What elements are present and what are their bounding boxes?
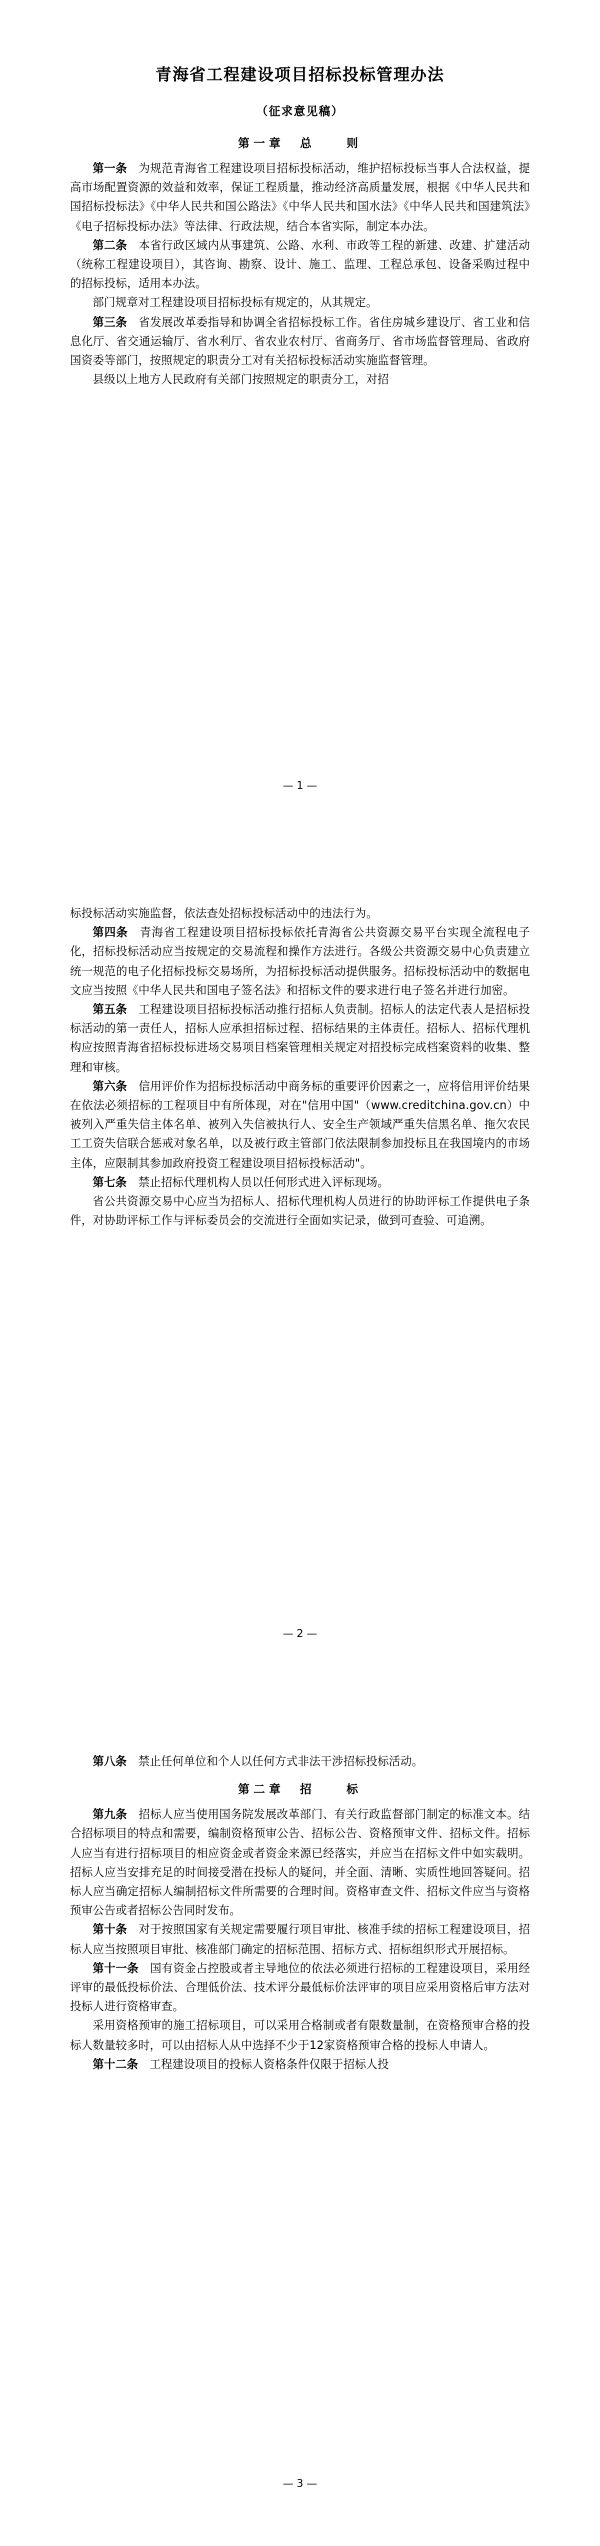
article-paragraph	[70, 2055, 530, 2074]
article-label: 第十条	[92, 1923, 128, 1937]
article-text: 信用评价作为招标投标活动中商务标的重要评价因素之一，应将信用评价结果在依法必须招标的工程项目中有所体现，对在"信用中国"（www.creditchina.gov.cn）中被列入严重失信主体名单、被列入失信被执行人、安全生产领域严重失信黑名单、拖欠农民工工资失信联合惩戒对象名单，以及被行政主管部门依法限制参加投标且在我国境内的市场主体，应限制其参加政府投资工程建设项目招标投标活动"。	[70, 1079, 530, 1170]
article-text: 禁止招标代理机构人员以任何形式进入评标现场。	[126, 1175, 389, 1189]
article-text: 标投标活动实施监督，依法查处招标投标活动中的违法行为。	[70, 907, 378, 920]
document-page-1	[0, 0, 600, 848]
chapter-heading-1: 第一章 总 则	[238, 136, 362, 150]
article-paragraph	[70, 293, 530, 312]
article-paragraph	[70, 159, 530, 236]
article-paragraph	[70, 2016, 530, 2054]
article-label: 第十一条	[92, 1961, 139, 1975]
article-text: 为规范青海省工程建设项目招标投标活动，维护招标投标当事人合法权益，提高市场配置资源的效益和效率，保证工程质量，推动经济高质量发展，根据《中华人民共和国招标投标法》《中华人民共和国公路法》《中华人民共和国水法》《中华人民共和国建筑法》《电子招标投标办法》等法律、行政法规，结合本省实际，制定本办法。	[70, 162, 530, 233]
page-title: 青海省工程建设项目招标投标管理办法	[155, 65, 445, 84]
article-paragraph	[70, 1192, 530, 1230]
article-text: 招标人应当使用国务院发展改革部门、有关行政监督部门制定的标准文本。结合招标项目的特点和需要，编制资格预审公告、招标公告、资格预审文件、招标文件。招标人应当有进行招标项目的相应资金或者资金来源已经落实，并应当在招标文件中如实载明。招标人应当安排充足的时间接受潜在投标人的疑问，并全面、清晰、实质性地回答疑问。招标人应当确定招标人编制招标文件所需要的合理时间。资格审查文件、招标文件应当与资格预审公告或者招标公告同时发布。	[70, 1808, 530, 1918]
article-text: 工程建设项目的投标人资格条件仅限于招标人投	[138, 2057, 389, 2071]
article-paragraph	[70, 313, 530, 371]
article-label: 第二条	[92, 238, 128, 252]
article-text: 本省行政区域内从事建筑、公路、水利、市政等工程的新建、改建、扩建活动（统称工程建设项目），其咨询、勘察、设计、施工、监理、工程总承包、设备采购过程中的招标投标，适用本办法。	[70, 238, 530, 291]
article-text: 对于按照国家有关规定需要履行项目审批、核准手续的招标工程建设项目，招标人应当按照项目审批、核准部门确定的招标范围、招标方式、招标组织形式开展招标。	[70, 1923, 530, 1956]
article-text: 省发展改革委指导和协调全省招标投标工作。省住房城乡建设厅、省工业和信息化厅、省交通运输厅、省水利厅、省农业农村厅、省商务厅、省市场监督管理局、省政府国资委等部门，按照规定的职责分工对有关招标投标活动实施监督管理。	[70, 315, 530, 368]
article-label: 第三条	[92, 315, 128, 329]
article-label: 第五条	[92, 1003, 128, 1017]
article-text: 采用资格预审的施工招标项目，可以采用合格制或者有限数量制，在资格预审合格的投标人数量较多时，可以由招标人从中选择不少于12家资格预审合格的投标人申请人。	[70, 2019, 530, 2052]
article-paragraph	[70, 1752, 530, 1771]
document-page-3	[0, 1696, 600, 2546]
article-label: 第九条	[92, 1808, 128, 1822]
page-number: — 3 —	[282, 2478, 318, 2490]
article-text: 省公共资源交易中心应当为招标人、招标代理机构人员进行的协助评标工作提供电子条件，对协助评标工作与评标委员会的交流进行全面如实记录，做到可查验、可追溯。	[70, 1195, 530, 1228]
article-text: 工程建设项目招标投标活动推行招标人负责制。招标人的法定代表人是招标投标活动的第一责任人，招标人应承担招标过程、招标结果的主体责任。招标人、招标代理机构应按照青海省招标投标进场交易项目档案管理相关规定对招投标完成档案资料的收集、整理和审核。	[70, 1003, 530, 1074]
article-paragraph	[70, 370, 530, 389]
article-paragraph	[70, 1805, 530, 1920]
article-label: 第一条	[92, 162, 128, 175]
article-text: 国有资金占控股或者主导地位的依法必须进行招标的工程建设项目，采用经评审的最低投标价法、合理低价法、技术评分最低标价法评审的项目应采用资格后审方法对投标人进行资格审查。	[70, 1961, 530, 2014]
article-label: 第四条	[92, 926, 129, 940]
article-paragraph	[70, 1173, 530, 1192]
article-paragraph	[70, 923, 530, 1000]
article-paragraph	[70, 1077, 530, 1173]
page-number: — 2 —	[282, 1628, 318, 1640]
chapter-heading-2: 第二章 招 标	[238, 1782, 362, 1797]
article-paragraph	[70, 904, 530, 923]
article-label: 第七条	[92, 1175, 127, 1189]
article-text: 禁止任何单位和个人以任何方式非法干涉招标投标活动。	[126, 1755, 424, 1768]
page-number: — 1 —	[282, 780, 318, 792]
article-text: 青海省工程建设项目招标投标依托青海省公共资源交易平台实现全流程电子化，招标投标活动应当按规定的交易流程和操作方法进行。各级公共资源交易中心负责建立统一规范的电子化招标投标交易场所，为招标投标活动提供服务。招标投标活动中的数据电文应当按照《中华人民共和国电子签名法》和招标文件的要求进行电子签名并进行加密。	[70, 926, 530, 997]
article-text: 部门规章对工程建设项目招标投标有规定的，从其规定。	[92, 296, 378, 310]
article-label: 第十二条	[92, 2057, 139, 2071]
article-paragraph	[70, 236, 530, 294]
document-subtitle: （征求意见稿）	[256, 104, 344, 118]
article-paragraph	[70, 1920, 530, 1958]
article-label: 第六条	[92, 1079, 128, 1093]
article-label: 第八条	[92, 1755, 127, 1768]
document-page-2	[0, 848, 600, 1696]
article-paragraph	[70, 1000, 530, 1077]
article-paragraph	[70, 1959, 530, 2017]
article-text: 县级以上地方人民政府有关部门按照规定的职责分工，对招	[92, 373, 389, 387]
